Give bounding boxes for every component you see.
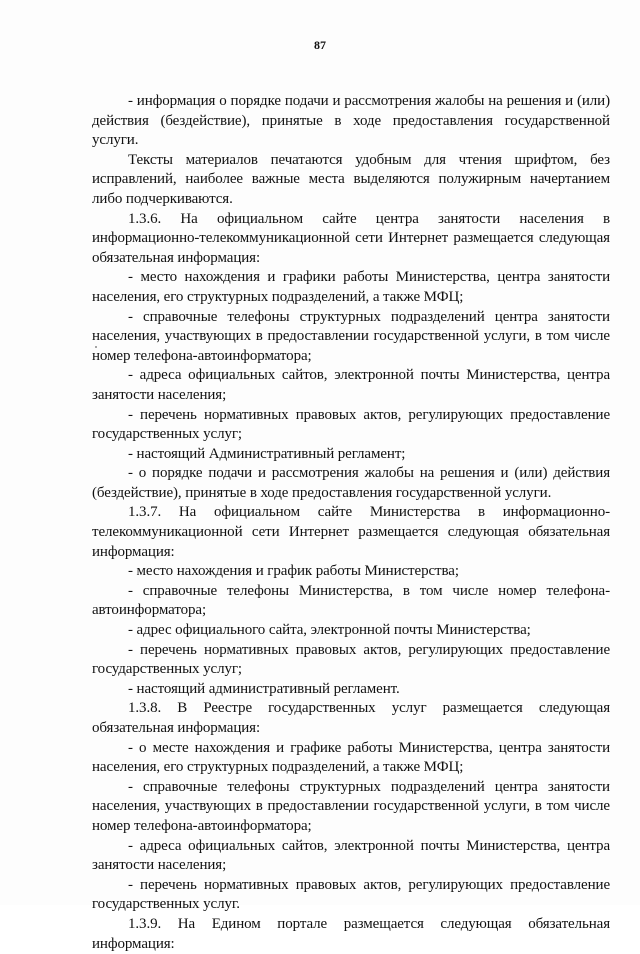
paragraph: - настоящий Административный регламент; bbox=[128, 445, 406, 462]
paragraph: - перечень нормативных правовых актов, регулирующих предоставление государственных услуг; bbox=[92, 406, 610, 443]
paragraph: - о месте нахождения и графике работы Министерства, центра занятости населения, его структурных подразделений, а также МФЦ; bbox=[92, 739, 610, 776]
paragraph: - адреса официальных сайтов, электронной почты Министерства, центра занятости населения; bbox=[92, 837, 610, 874]
paragraph: - справочные телефоны структурных подразделений центра занятости населения, участвующих в предоставлении государственной услуги, в том числе номер телефона-автоинформатора; bbox=[92, 778, 610, 834]
body-text bbox=[92, 92, 610, 954]
paragraph: - адрес официального сайта, электронной почты Министерства; bbox=[128, 622, 531, 639]
paragraph: - место нахождения и график работы Министерства; bbox=[128, 563, 459, 580]
paragraph: - справочные телефоны структурных подразделений центра занятости населения, участвующих в предоставлении государственной услуги, в том числе номер телефона-автоинформатора; bbox=[92, 308, 610, 364]
paragraph: 1.3.8. В Реестре государственных услуг размещается следующая обязательная информация: bbox=[92, 700, 610, 736]
paragraph: 1.3.9. На Едином портале размещается следующая обязательная информация: bbox=[92, 915, 610, 952]
paragraph: - информация о порядке подачи и рассмотрения жалобы на решения и (или) действия (бездействие), принятые в ходе предоставления государственной услуги. bbox=[92, 93, 610, 149]
paragraph: - место нахождения и графики работы Министерства, центра занятости населения, его структурных подразделений, а также МФЦ; bbox=[92, 269, 610, 305]
page-number: 87 bbox=[314, 38, 326, 52]
paragraph: - о порядке подачи и рассмотрения жалобы на решения и (или) действия (бездействие), принятые в ходе предоставления государственной услуги. bbox=[92, 465, 610, 501]
paragraph: - перечень нормативных правовых актов, регулирующих предоставление государственных услуг. bbox=[92, 876, 610, 913]
paragraph: 1.3.7. На официальном сайте Министерства в информационно-телекоммуникационной сети Интернет размещается следующая обязательная информация: bbox=[92, 504, 610, 560]
paragraph: - настоящий административный регламент. bbox=[128, 680, 400, 697]
paragraph: 1.3.6. На официальном сайте центра занятости населения в информационно-телекоммуникационной сети Интернет размещается следующая обязательная информация: bbox=[92, 210, 610, 266]
paragraph: - справочные телефоны Министерства, в том числе номер телефона-автоинформатора; bbox=[92, 582, 610, 619]
paragraph: - адреса официальных сайтов, электронной почты Министерства, центра занятости населения; bbox=[92, 367, 610, 403]
paragraph: - перечень нормативных правовых актов, регулирующих предоставление государственных услуг; bbox=[92, 641, 610, 678]
paragraph: Тексты материалов печатаются удобным для чтения шрифтом, без исправлений, наиболее важные места выделяются полужирным начертанием либо подчеркиваются. bbox=[92, 151, 610, 207]
